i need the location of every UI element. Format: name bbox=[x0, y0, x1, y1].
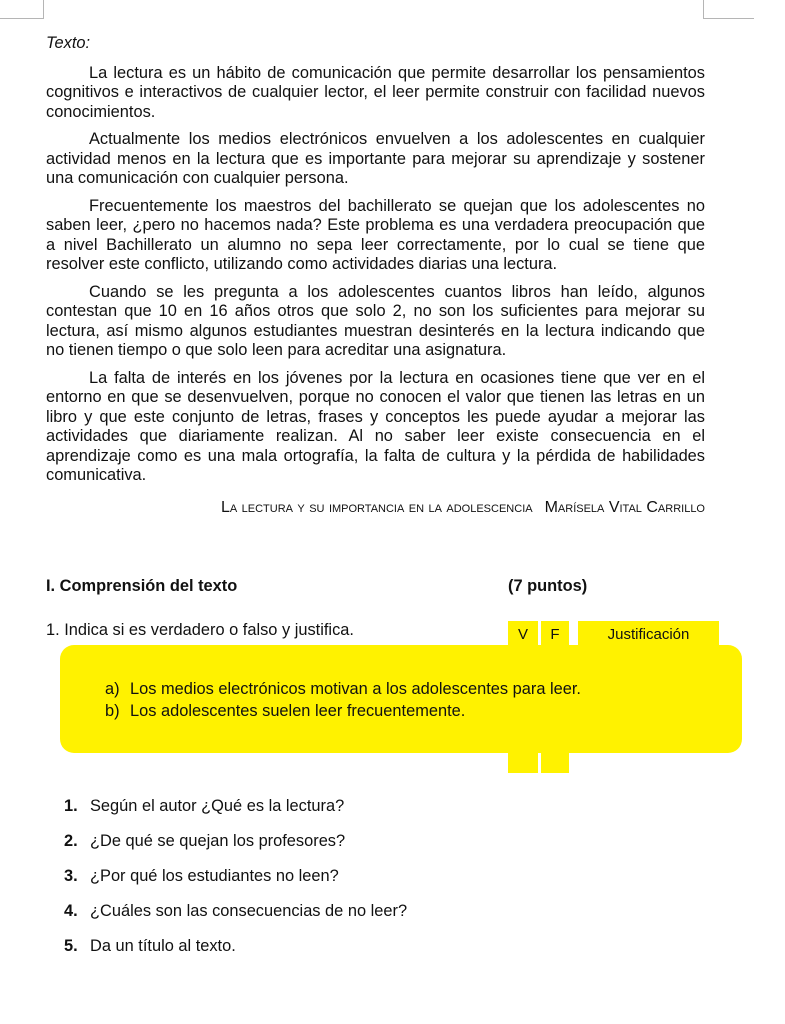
question-1 bbox=[64, 797, 344, 816]
column-header-justification: Justificación bbox=[578, 621, 719, 652]
citation bbox=[46, 498, 705, 518]
question-number: 3. bbox=[64, 867, 78, 885]
section-title: I. Comprensión del texto bbox=[46, 577, 238, 595]
question-text: ¿De qué se quejan los profesores? bbox=[90, 832, 346, 850]
question-text: ¿Cuáles son las consecuencias de no leer? bbox=[90, 902, 408, 920]
statement-b bbox=[105, 702, 465, 721]
citation-title: La lectura y su importancia en la adolescencia bbox=[220, 498, 533, 516]
answer-cell-false[interactable] bbox=[541, 748, 569, 773]
exercise-1-instruction: 1. Indica si es verdadero o falso y justifica. bbox=[46, 621, 354, 639]
question-number: 4. bbox=[64, 902, 78, 920]
question-2 bbox=[64, 832, 345, 851]
question-number: 5. bbox=[64, 937, 78, 955]
question-text: ¿Por qué los estudiantes no leen? bbox=[90, 867, 339, 885]
citation-author: Marísela Vital Carrillo bbox=[544, 498, 705, 516]
paragraph-3: Frecuentemente los maestros del bachillerato se quejan que los adolescentes no saben leer, ¿pero no hacemos nada? Este problema es una verdadera preocupación que a nivel Bachillerato un alumno no sepa leer correctamente, por lo cual se tiene que resolver este conflicto, utilizando como actividades diarias una lectura. bbox=[46, 196, 705, 273]
section-points: (7 puntos) bbox=[508, 577, 588, 595]
statement-letter: a) bbox=[105, 680, 120, 698]
highlight-box bbox=[60, 645, 742, 753]
statement-text: Los medios electrónicos motivan a los adolescentes para leer. bbox=[130, 680, 581, 698]
answer-cell-true[interactable] bbox=[508, 748, 538, 773]
statement-text: Los adolescentes suelen leer frecuentemente. bbox=[130, 702, 466, 720]
question-number: 1. bbox=[64, 797, 78, 815]
document-body bbox=[46, 34, 705, 517]
question-4 bbox=[64, 902, 407, 921]
statement-letter: b) bbox=[105, 702, 120, 720]
column-header-false: F bbox=[541, 621, 569, 652]
question-text: Da un título al texto. bbox=[90, 937, 236, 955]
page-corner-mark-right bbox=[703, 0, 754, 19]
question-text: Según el autor ¿Qué es la lectura? bbox=[90, 797, 345, 815]
page-corner-mark-left bbox=[0, 0, 44, 19]
paragraph-1: La lectura es un hábito de comunicación que permite desarrollar los pensamientos cognitivos e interactivos de cualquier lector, el leer permite construir con facilidad nuevos conocimientos. bbox=[46, 63, 705, 121]
paragraph-5: La falta de interés en los jóvenes por la lectura en ocasiones tiene que ver en el entorno en que se desenvuelven, porque no conocen el valor que tienen las letras en un libro y que este conjunto de letras, frases y conceptos les puede ayudar a mejorar las actividades que diariamente realizan. Al no saber leer existe consecuencia en el aprendizaje como es una mala ortografía, la falta de cultura y la pérdida de habilidades comunicativa. bbox=[46, 368, 705, 484]
section-heading bbox=[46, 577, 606, 596]
question-5 bbox=[64, 937, 236, 956]
text-label: Texto: bbox=[46, 34, 91, 52]
column-header-true: V bbox=[508, 621, 538, 652]
paragraph-2: Actualmente los medios electrónicos envuelven a los adolescentes en cualquier actividad menos en la lectura que es importante para mejorar su aprendizaje y sostener una comunicación con cualquier persona. bbox=[46, 130, 705, 187]
question-3 bbox=[64, 867, 339, 886]
paragraph-4: Cuando se les pregunta a los adolescentes cuantos libros han leído, algunos contestan que 10 en 16 años otros que solo 2, no son los suficientes para mejorar su lectura, así mismo algunos estudiantes muestran desinterés en la lectura indicando que no tienen tiempo o que solo leen para acreditar una asignatura. bbox=[46, 282, 705, 359]
statement-a bbox=[105, 680, 581, 699]
question-number: 2. bbox=[64, 832, 78, 850]
